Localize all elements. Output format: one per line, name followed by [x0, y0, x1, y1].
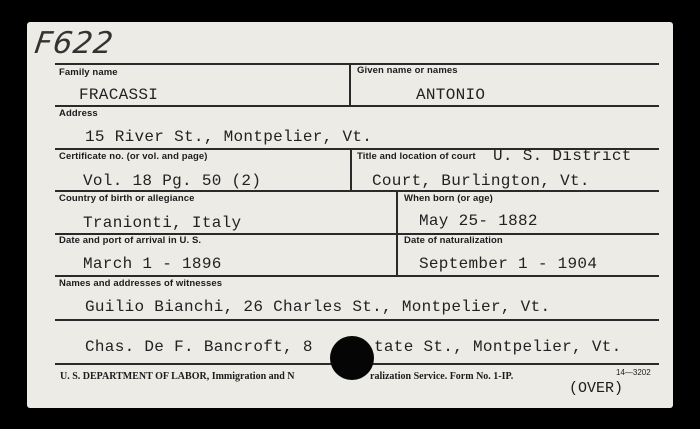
rule-witness-1	[55, 319, 659, 321]
over-indicator: (OVER)	[569, 380, 624, 397]
rule-name-bottom	[55, 105, 659, 107]
family-name-value: FRACASSI	[79, 86, 159, 104]
address-value: 15 River St., Montpelier, Vt.	[85, 128, 373, 146]
footer-agency-right: ralization Service. Form No. 1-IP.	[370, 371, 514, 382]
label-witnesses: Names and addresses of witnesses	[59, 278, 223, 289]
form-code: 14—3202	[616, 368, 651, 377]
witness-2-left: Chas. De F. Bancroft, 8	[85, 338, 313, 356]
certificate-no-value: Vol. 18 Pg. 50 (2)	[83, 172, 262, 190]
divider-arrival	[396, 233, 398, 275]
rule-certificate-bottom	[55, 190, 659, 192]
label-date-port-arrival: Date and port of arrival in U. S.	[59, 235, 202, 246]
witness-2-right: tate St., Montpelier, Vt.	[374, 338, 622, 356]
label-court: Title and location of court	[357, 151, 476, 162]
handwritten-card-number: F622	[32, 26, 116, 61]
court-value-line2: Court, Burlington, Vt.	[372, 172, 590, 190]
label-certificate-no: Certificate no. (or vol. and page)	[59, 151, 208, 162]
label-given-name: Given name or names	[357, 65, 458, 76]
divider-name	[349, 63, 351, 106]
label-when-born: When born (or age)	[404, 193, 493, 204]
divider-certificate	[350, 148, 352, 190]
punch-hole	[330, 336, 374, 380]
naturalization-index-card	[27, 22, 673, 408]
rule-arrival-bottom	[55, 275, 659, 277]
label-country-birth: Country of birth or allegiance	[59, 193, 195, 204]
court-value-line1: U. S. District	[493, 147, 632, 165]
label-date-naturalization: Date of naturalization	[404, 235, 503, 246]
footer-agency-left: U. S. DEPARTMENT OF LABOR, Immigration and N	[60, 371, 295, 382]
given-name-value: ANTONIO	[416, 86, 486, 104]
divider-birth	[396, 190, 398, 233]
country-birth-value: Tranionti, Italy	[83, 214, 242, 232]
arrival-value: March 1 - 1896	[83, 255, 222, 273]
label-family-name: Family name	[59, 67, 118, 78]
witness-1: Guilio Bianchi, 26 Charles St., Montpelier, Vt.	[85, 298, 551, 316]
naturalization-date-value: September 1 - 1904	[419, 255, 598, 273]
label-address: Address	[59, 108, 98, 119]
when-born-value: May 25- 1882	[419, 212, 538, 230]
